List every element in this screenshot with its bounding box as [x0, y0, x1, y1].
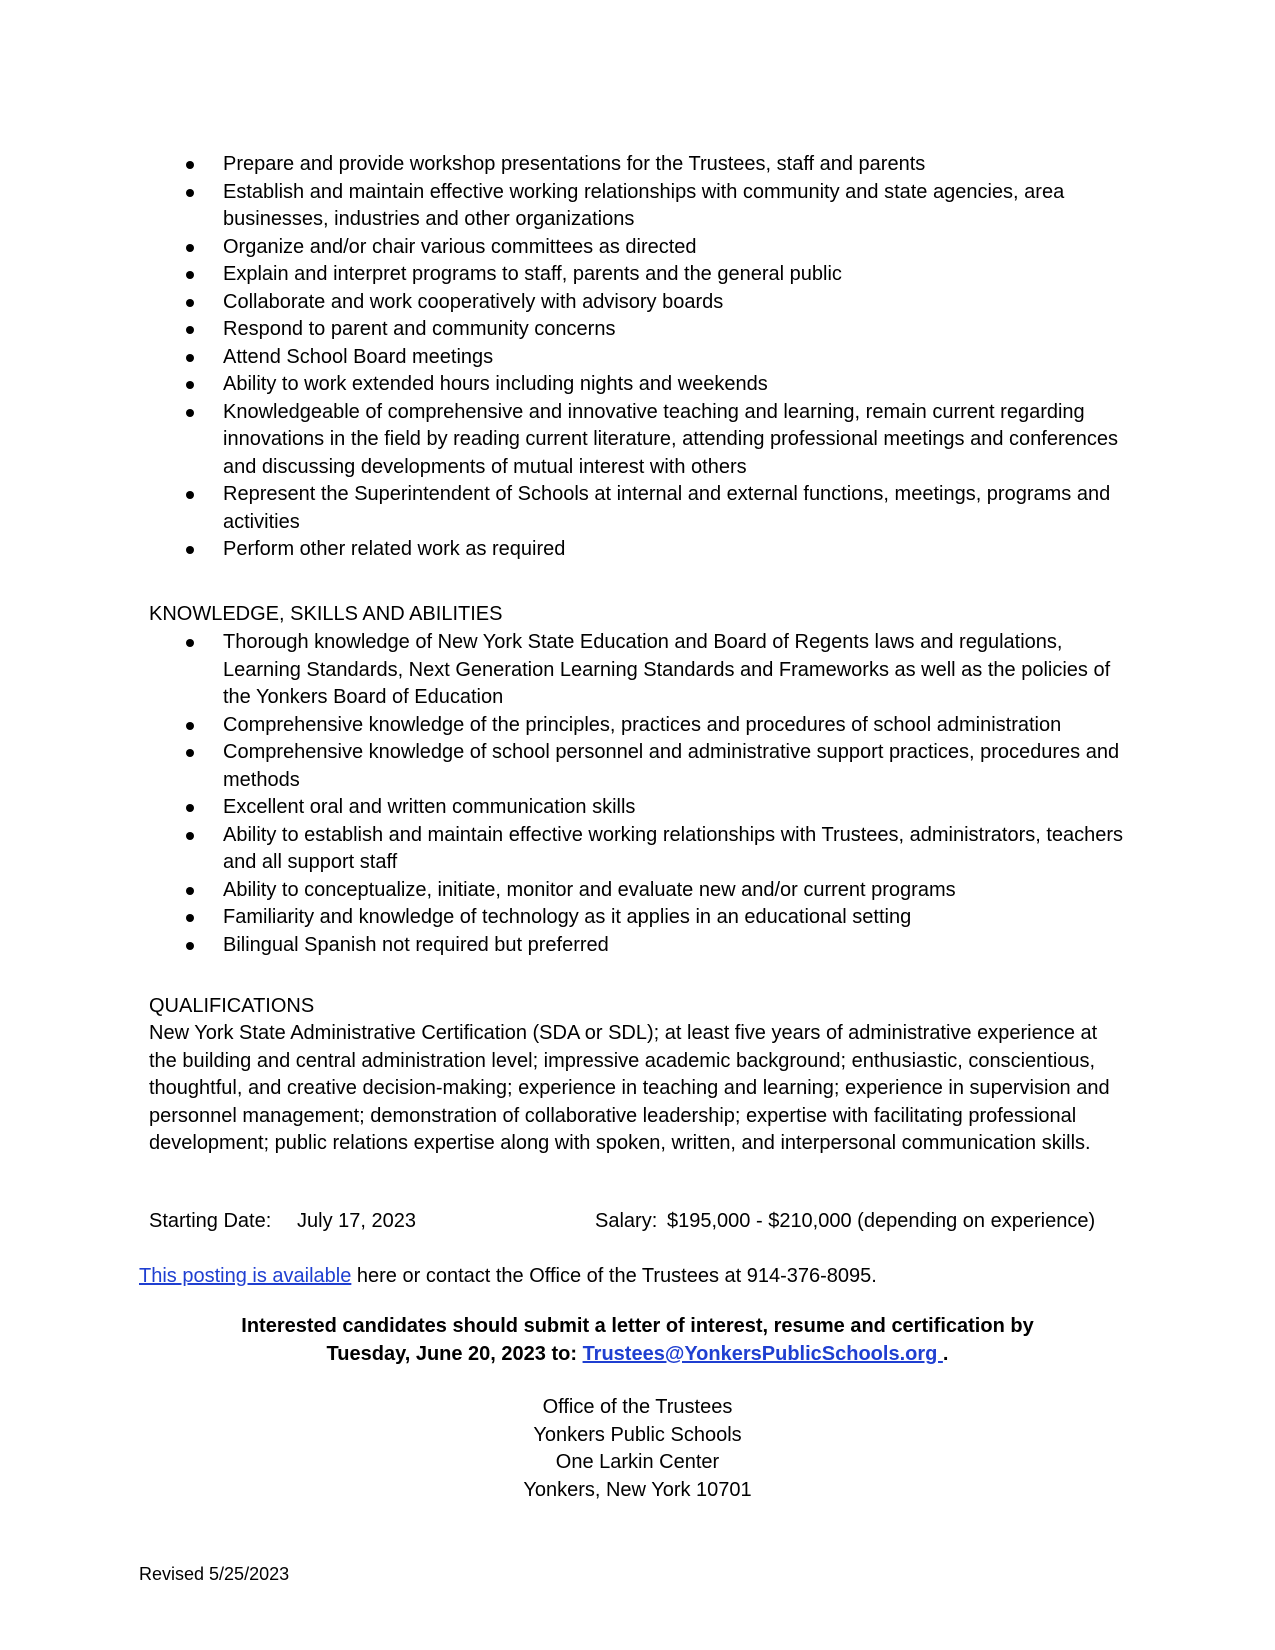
salary-label: Salary:	[595, 1210, 658, 1232]
submission-instructions	[0, 1312, 1275, 1368]
bullet-icon	[186, 832, 194, 840]
list-item: Respond to parent and community concerns	[0, 316, 1275, 344]
bullet-icon	[186, 546, 194, 554]
bullet-icon	[186, 271, 194, 279]
list-item: Excellent oral and written communication skills	[0, 794, 1275, 822]
list-item: Thorough knowledge of New York State Education and Board of Regents laws and regulations, Learning Standards, Next Generation Learning Standards and Frameworks as well as the policies of the Yonkers Board of Education	[0, 629, 1275, 712]
bullet-icon	[186, 381, 194, 389]
starting-date-value: July 17, 2023	[297, 1210, 416, 1232]
list-item: Familiarity and knowledge of technology as it applies in an educational setting	[0, 904, 1275, 932]
bullet-icon	[186, 189, 194, 197]
bullet-icon	[186, 914, 194, 922]
bullet-icon	[186, 722, 194, 730]
posting-contact-text: here or contact the Office of the Trustees at 914-376-8095.	[351, 1265, 877, 1287]
posting-line	[139, 1263, 877, 1290]
posting-link[interactable]: This posting is available	[139, 1265, 352, 1287]
submission-deadline: Tuesday, June 20, 2023 to:	[326, 1343, 583, 1365]
bullet-icon	[186, 887, 194, 895]
salary-value: $195,000 - $210,000 (depending on experience)	[667, 1210, 1096, 1232]
list-item: Bilingual Spanish not required but preferred	[0, 932, 1275, 960]
address-line-4: Yonkers, New York 10701	[523, 1478, 752, 1501]
bullet-icon	[186, 244, 194, 252]
starting-date-label: Starting Date:	[149, 1210, 272, 1232]
address-line-2: Yonkers Public Schools	[533, 1423, 742, 1446]
list-item: Attend School Board meetings	[0, 344, 1275, 372]
qualifications-heading: QUALIFICATIONS	[149, 995, 315, 1017]
list-item: Comprehensive knowledge of the principles, practices and procedures of school administration	[0, 712, 1275, 740]
bullet-icon	[186, 749, 194, 757]
submission-line-1: Interested candidates should submit a letter of interest, resume and certification by	[241, 1315, 1034, 1337]
ksa-heading: KNOWLEDGE, SKILLS AND ABILITIES	[149, 603, 503, 625]
bullet-icon	[186, 354, 194, 362]
list-item: Represent the Superintendent of Schools at internal and external functions, meetings, programs and activities	[0, 481, 1275, 536]
duties-list	[0, 151, 1275, 564]
list-item: Knowledgeable of comprehensive and innovative teaching and learning, remain current regarding innovations in the field by reading current literature, attending professional meetings and conferences and discussing developments of mutual interest with others	[0, 399, 1275, 482]
bullet-icon	[186, 409, 194, 417]
trustees-email-link[interactable]: Trustees@YonkersPublicSchools.org	[582, 1343, 943, 1365]
ksa-list	[0, 629, 1275, 959]
office-address	[0, 1394, 1275, 1504]
bullet-icon	[186, 804, 194, 812]
list-item: Collaborate and work cooperatively with advisory boards	[0, 289, 1275, 317]
list-item: Prepare and provide workshop presentations for the Trustees, staff and parents	[0, 151, 1275, 179]
bullet-icon	[186, 639, 194, 647]
list-item: Perform other related work as required	[0, 536, 1275, 564]
bullet-icon	[186, 326, 194, 334]
list-item: Explain and interpret programs to staff, parents and the general public	[0, 261, 1275, 289]
submission-period: .	[942, 1343, 949, 1365]
list-item: Ability to conceptualize, initiate, monitor and evaluate new and/or current programs	[0, 877, 1275, 905]
qualifications-text: New York State Administrative Certification (SDA or SDL); at least five years of administrative experience at the building and central administration level; impressive academic background; enthusiastic, conscientious, thoughtful, and creative decision-making; experience in teaching and learning; experience in supervision and personnel management; demonstration of collaborative leadership; expertise with facilitating professional development; public relations expertise along with spoken, written, and interpersonal communication skills.	[149, 1022, 1110, 1154]
bullet-icon	[186, 942, 194, 950]
list-item: Ability to work extended hours including nights and weekends	[0, 371, 1275, 399]
revised-date: Revised 5/25/2023	[139, 1564, 290, 1584]
list-item: Establish and maintain effective working relationships with community and state agencies, area businesses, industries and other organizations	[0, 179, 1275, 234]
bullet-icon	[186, 161, 194, 169]
bullet-icon	[186, 491, 194, 499]
list-item: Comprehensive knowledge of school personnel and administrative support practices, procedures and methods	[0, 739, 1275, 794]
list-item: Ability to establish and maintain effective working relationships with Trustees, administrators, teachers and all support staff	[0, 822, 1275, 877]
address-line-3: One Larkin Center	[555, 1451, 720, 1473]
bullet-icon	[186, 299, 194, 307]
submission-line-2	[0, 1340, 1275, 1368]
address-line-1: Office of the Trustees	[542, 1396, 733, 1418]
list-item: Organize and/or chair various committees as directed	[0, 234, 1275, 262]
